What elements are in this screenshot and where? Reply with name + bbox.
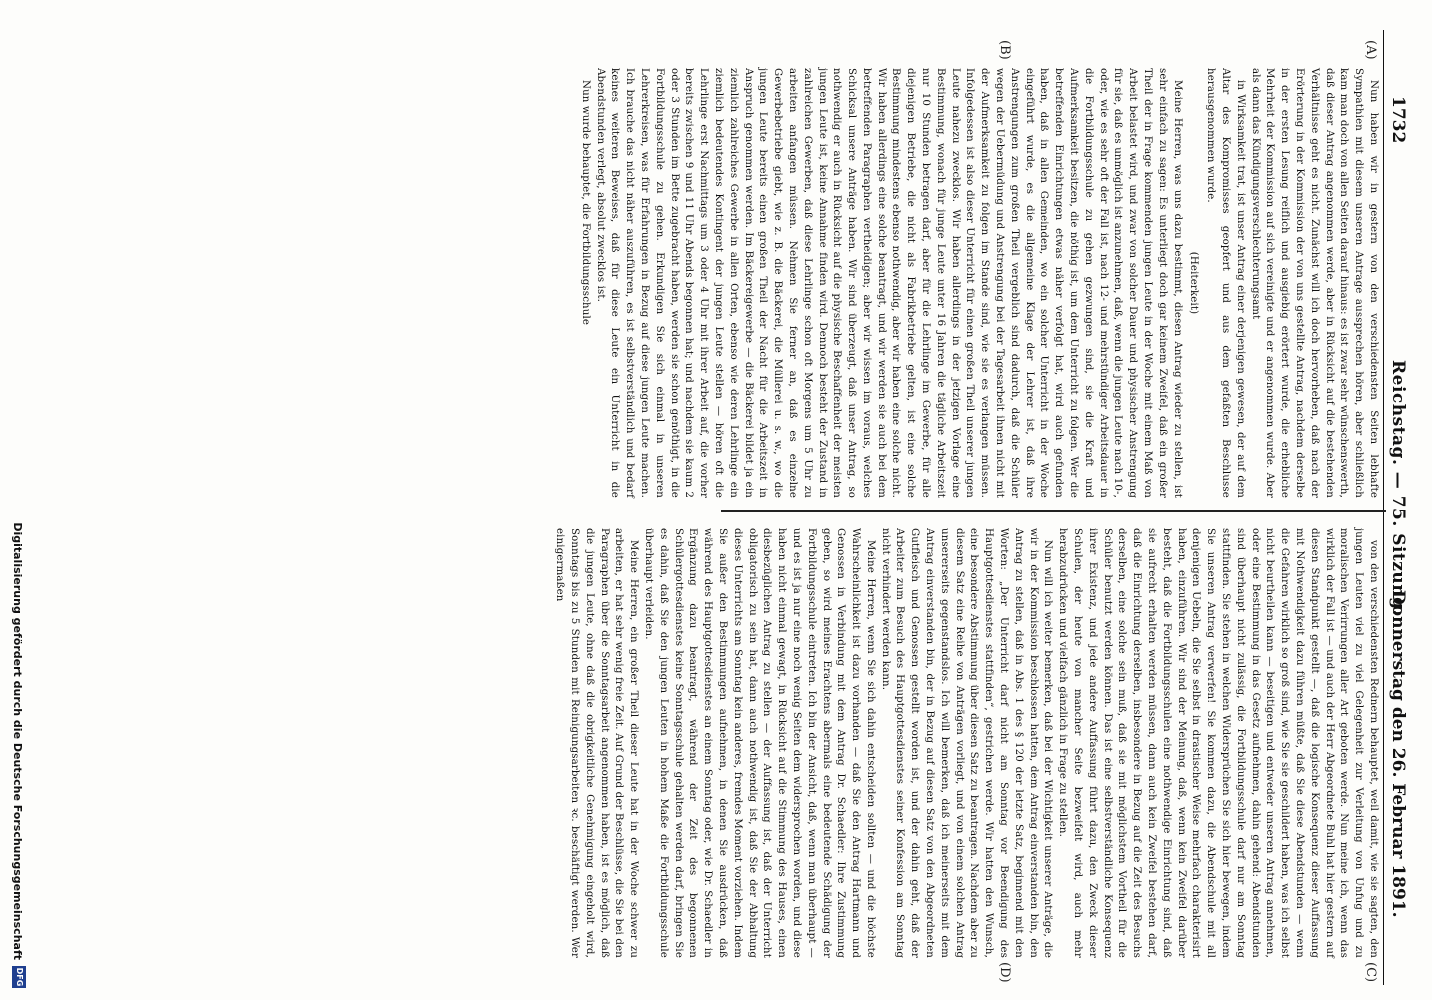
margin-mark-c: (C) [1363, 962, 1378, 983]
margin-mark-d: (D) [997, 962, 1012, 983]
margin-mark-b: (B) [997, 40, 1012, 60]
margin-mark-a: (A) [1363, 40, 1378, 60]
running-title: Reichstag. — 75. Sitzung. [1388, 360, 1408, 616]
paragraph: Meine Herren, was uns dazu bestimmt, diesen Antrag wieder zu stellen, ist sehr einfach zu sagen: Es unterliegt doch gar keinem Zweifel, daß ein großer Theil der in Frage kommenden jungen Leute in der Woche mit einem Maß von Arbeit belastet wird, und zwar von solcher Dauer und physischer Anstrengung für sie, daß es unmöglich ist anzunehmen, daß, wenn die jungen Leute nach 10-, oder, wie es sehr oft der Fall ist, nach 12- und mehrstündiger Arbeitsdauer in die Fortbildungsschule zu gehen gezwungen sind, sie die Kraft und Aufmerksamkeit besitzen, die nöthig ist, um dem Unterricht zu folgen. Wer die betreffenden Einrichtungen etwas näher verfolgt hat, wird auch gefunden haben, daß in allen Gemeinden, wo ein solcher Unterricht in der Woche eingeführt wurde, es die allgemeine Klage der Lehrer ist, daß ihre Anstrengungen zum großen Theil vergeblich sind dadurch, daß die Schüler wegen der Uebermüdung und Anstrengung bei der Tagesarbeit ihnen nicht mit der Aufmerksamkeit zu folgen im Stande sind, wie sie es verlangen müssen. Infolgedessen ist also dieser Unterricht für einen großen Theil unserer jungen Leute nahezu zwecklos. Wir haben allerdings in der jetzigen Vorlage eine Bestimmung, wonach für junge Leute unter 16 Jahren die tägliche Arbeitszeit nur 10 Stunden betragen darf, aber für die Lehrlinge im Gewerbe, für alle diejenigen Betriebe, die nicht als Fabrikbetriebe gelten, ist eine solche Bestimmung mindestens ebenso nothwendig, aber wir haben eine solche nicht. Wir haben allerdings eine solche beantragt, und wir werden sie auch bei dem betreffenden Paragraphen vertheidigen; aber wir wissen im voraus, welches Schicksal unsere Anträge haben. Wir sind überzeugt, daß unser Antrag, so nothwendig er auch in Rücksicht auf die physische Beschaffenheit der meisten jungen Leute ist, keine Annahme finden wird. Dennoch besteht der Zustand in zahlreichen Gewerben, daß diese Lehrlinge schon oft Morgens um 5 Uhr zu arbeiten anfangen müssen. Nehmen Sie ferner an, daß es einzelne Gewerbebetriebe giebt, wie z. B. die Bäckerei, die Müllerei u. s. w., wo die jungen Leute bereits einen großen Theil der Nacht für die Arbeitszeit in Anspruch genommen werden. Im Bäckereigewerbe — die Bäckerei bildet ja ein ziemlich zahlreiches Gewerbe in allen Orten, ebenso wie deren Lehrlinge ein ziemlich bedeutendes Kontingent der jungen Leute stellen — hören oft die Lehrlinge erst Nachmittags um 3 oder 4 Uhr mit ihrer Arbeit auf, die vorher bereits zwischen 9 und 11 Uhr Abends begonnen hat; und nachdem sie kaum 2 oder 3 Stunden im Bette zugebracht haben, werden sie schon genöthigt, in die Fortbildungsschule zu gehen. Erkundigen Sie sich einmal in unseren Lehrerkreisen, was für Erfahrungen in Bezug auf diese jungen Leute machen. Ich brauche das nicht näher auszuführen, es ist selbstverständlich und bedarf keines weiteren Beweises, daß für diese Leute ein Unterricht in die Abendstunden verlegt, absolut zwecklos ist. [594, 68, 1183, 498]
page-header [1383, 30, 1420, 985]
paragraph: Meine Herren, wenn Sie sich dahin entscheiden sollten — und die höchste Wahrscheinlichkeit ist dazu vorhanden — daß Sie den Antrag Hartmann und Genossen in Verbindung mit dem Antrag Dr. Schaedler: Ihre Zustimmung geben, so wird meines Erachtens abermals eine bedeutende Schädigung der Fortbildungsschule eintreten. Ich bin der Ansicht, daß, wenn man überhaupt — und es ist ja nur eine noch wenig Seiten dem widersprochen worden, und diese haben nicht einmal gewagt, in Rücksicht auf die Stimmung des Hauses, einen diesbezüglichen Antrag zu stellen — der Auffassung ist, daß der Unterricht obligatorisch zu sein hat, dann auch nothwendig ist, daß Sie der Abhaltung dieses Unterrichts am Sonntag kein anderes, fremdes Moment vorziehen. Indem Sie außer den Bestimmungen aufnehmen, in denen Sie ausdrücken, daß während des Hauptgottesdienstes an einem Sonntag oder, wie Dr. Schaedler in Ergänzung dazu beantragt, während der Zeit des begonnenen Schülergottesdienstes keine Sonntagsschule gehalten werden darf, bringen Sie es dahin, daß Sie den jungen Leuten in hohem Maße die Fortbildungsschule überhaupt verleiden. [642, 528, 876, 958]
paragraph: in Wirksamkeit trat, ist unser Antrag einer derjenigen gewesen, der auf dem Altar des Kompromisses geopfert und aus dem gefaßten Beschlusse herausgenommen wurde. [1205, 68, 1246, 498]
paragraph: Meine Herren, ein großer Theil dieser Leute hat in der Woche schwer zu arbeiten, er hat sehr wenig freie Zeit. Auf Grund der Beschlüsse, die Sie bei den Paragraphen über die Sonntagsarbeit angenommen haben, ist es möglich, daß die jungen Leute, ohne daß die obrigkeitliche Genehmigung eingeholt wird, Sonntags bis zu 5 Stunden mit Reinigungsarbeiten ꝛc. beschäftigt werden. Wer einigermaßen [554, 528, 640, 958]
left-text-column [577, 68, 1380, 498]
digitization-footer [4, 0, 32, 1000]
column-divider [721, 510, 1386, 512]
funding-credit: Digitalisierung gefördert durch die Deutsche Forschungsgemeinschaft [11, 522, 24, 960]
paragraph: Nun haben wir in gestern von den verschiedensten Seiten lebhafte Sympathien mit diesem unseren Antrage aussprechen hören, aber schließlich kam man doch von allen Seiten darauf hinaus: es ist zwar sehr wünschenswerth, daß dieser Antrag angenommen werde, aber in Rücksicht auf die bestehenden Verhältnisse geht es nicht. Zunächst will ich doch hervorheben, daß nach der Erörterung in der Kommission der von uns gestellte Antrag, nachdem derselbe in der ersten Lesung reiflich und ausgiebig erörtert wurde, die erhebliche Mehrheit der Kommission auf sich vereinigte und er angenommen wurde. Aber als dann das Kündigungsverschlechterungsamt [1249, 68, 1379, 498]
page-number: 1732 [1388, 96, 1408, 144]
paragraph: Nun wurde behauptet, die Fortbildungsschule [579, 80, 591, 326]
paragraph: von den verschiedensten Rednern behauptet, weil damit, wie sie sagten, den jungen Leuten viel zu viel Gelegenheit zur Verleitung von Unfug und zu moralischen Verirrungen aller Art geboten werde. Nun meine ich, wenn das wirklich der Fall ist — und auch der Herr Abgeordnete Buhl hat hier gestern auf diesen Standpunkt gestellt —, daß die logische Konsequenz dieser Auffassung mit Nothwendigkeit dazu führen müßte, daß Sie diese Abendstunden — wenn die Gefahren wirklich so groß sind, wie Sie sie geschildert haben, was ich selbst nicht beurtheilen kann — beseitigen und entweder unseren Antrag annehmen, oder eine Bestimmung in das Gesetz aufnehmen, dahin gehend: Abendstunden sind überhaupt nicht zulässig, die Fortbildungsschule darf nur am Sonntag stattfinden. Sie stehen in welchen Widersprüchen Sie sich hier bewegen, indem Sie unseren Antrag verwerfen! Sie kommen dazu, die Abendschule mit all denjenigen Uebeln, die Sie selbst in drastischer Weise mehrfach charakterisirt haben, einzuführen. Wir sind der Meinung, daß, wenn kein Zweifel darüber besteht, daß die Fortbildungsschulen eine nothwendige Einrichtung sind, daß sie aufrecht erhalten werden müssen, dann auch kein Zweifel bestehen darf, daß die Einrichtung derselben, insbesondere in Bezug auf die Zeit des Besuchs derselben, eine solche sein muß, daß sie mit möglichstem Vortheil für die Schüler benutzt werden können. Das ist eine selbstverständliche Konsequenz ihrer Existenz, und jede andere Auffassung führt dazu, den Zweck dieser Schulen, der heute von mancher Seite bezweifelt wird, auch mehr herabzudrücken und vielfach gänzlich in Frage zu stellen. [1057, 528, 1379, 958]
session-date: Donnerstag den 26. Februar 1891. [1388, 590, 1408, 918]
interjection: (Heiterkeit) [1188, 251, 1200, 315]
right-text-column [551, 528, 1380, 958]
paragraph: Nun will ich weiter bemerken, daß bei der Wichtigkeit unserer Anträge, die wir in der Kommission beschlossen hatten, dem Antrag einverstanden bin, den Antrag zu stellen, daß in Abs. 1 des § 120 der letzte Satz, beginnend mit den Worten: „Der Unterricht darf nicht am Sonntag vor Beendigung des Hauptgottesdienstes stattfinden“, gestrichen werde. Wir hatten den Wunsch, eine besondere Abstimmung über diesen Satz zu beantragen. Nachdem aber zu diesem Satz eine Reihe von Anträgen vorliegt, und von einem solchen Antrag unsererseits gegenstandslos. Ich will bemerken, daß ich meinerseits mit dem Antrag einverstanden bin, der in Bezug auf diesen Satz von den Abgeordneten Gutfleisch und Genossen gestellt worden ist, und der dahin geht, daß der Arbeiter zum Besuch des Hauptgottesdienstes seiner Konfession am Sonntag nicht verhindert werden kann. [879, 528, 1054, 958]
dfg-logo: DFG [12, 966, 26, 988]
